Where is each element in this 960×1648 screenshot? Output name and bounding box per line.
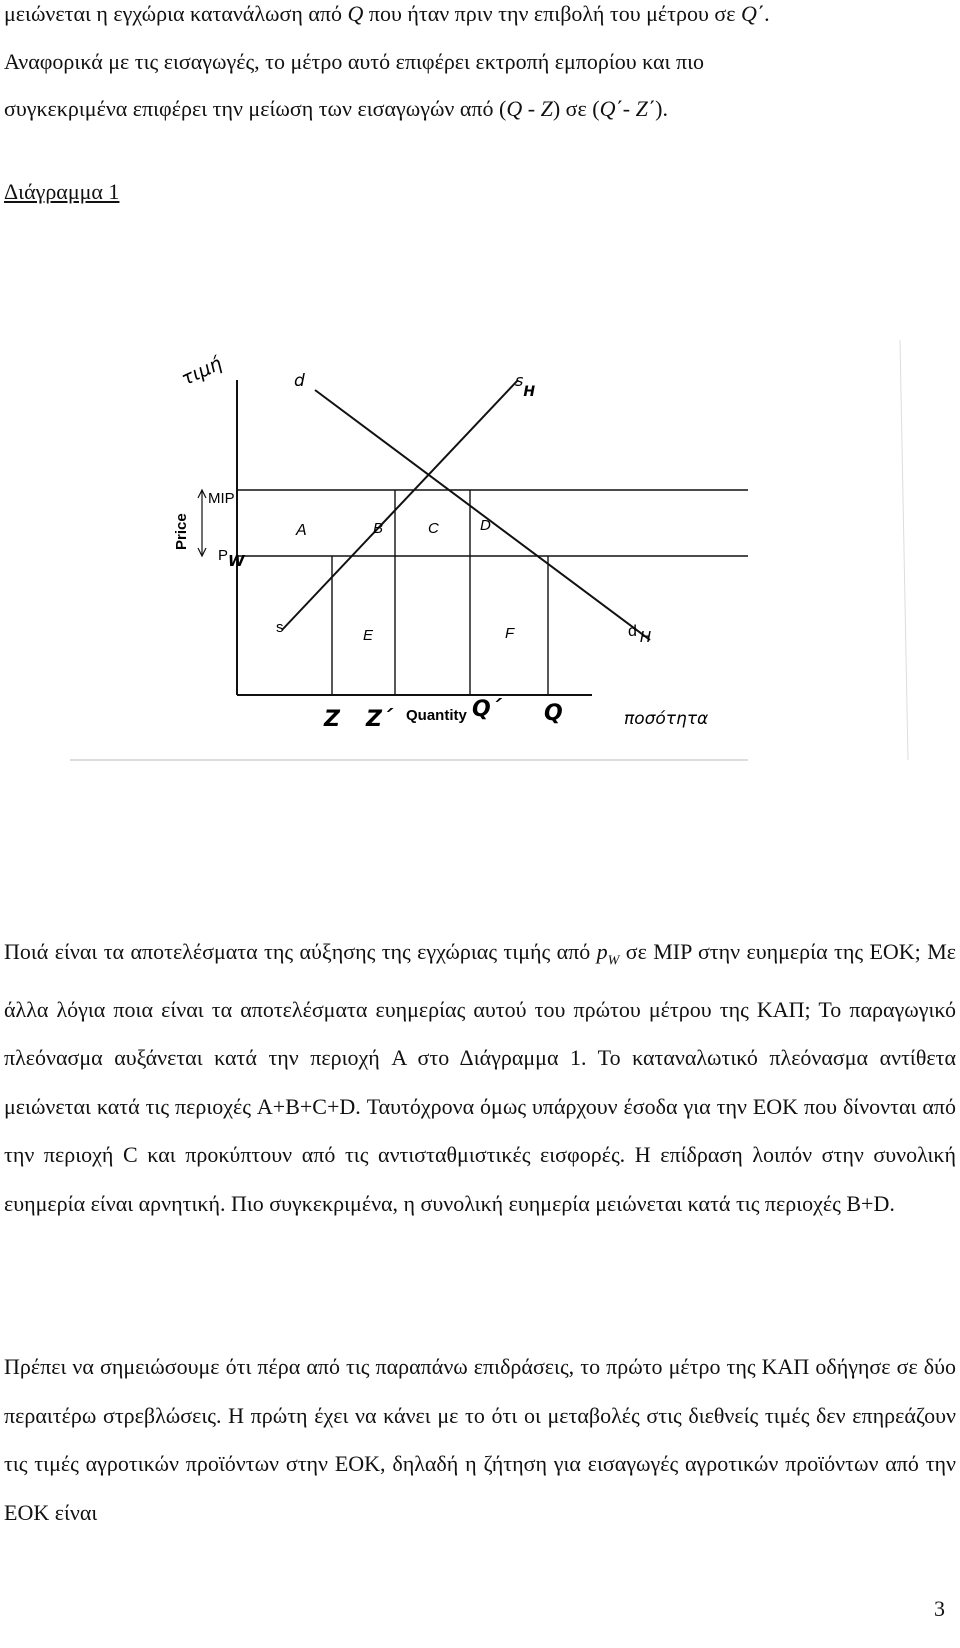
page-number: 3	[934, 1596, 945, 1621]
p-mid-b: σε MIP στην ευημερία της ΕΟΚ; Με άλλα λόγια ποια είναι τα αποτελέσματα ευημερίας αυτού του πρώτου μέτρου της ΚΑΠ; Το παραγωγικό πλεόνασμα αυξάνεται κατά την περιοχή A στο Διάγραμμα 1. Το καταναλωτικό πλεόνασμα αντίθετα μειώνεται κατά τις περιοχές A+B+C+D. Ταυτόχρονα όμως υπάρχουν έσοδα για την ΕΟΚ που δίνονται από την περιοχή C και προκύπτουν από τις αντισταθμιστικές εισφορές. Η επίδραση λοιπόν στην συνολική ευημερία είναι αρνητική. Πιο συγκεκριμένα, η συνολική ευημερία μειώνεται κατά τις περιοχές B+D.	[4, 939, 956, 1216]
p-top-line1-e: .	[764, 1, 770, 26]
paragraph-top	[4, 0, 956, 133]
pw-label-sub: W	[228, 552, 245, 570]
supply-bottom-label: s	[276, 619, 284, 636]
y-axis-label: Price	[173, 513, 190, 550]
x-z-label: Z	[324, 707, 340, 732]
p-top-line3-i: ).	[655, 96, 668, 121]
pw-label-main: P	[218, 547, 229, 564]
p-top-var-q: Q	[347, 1, 364, 26]
p-top-var-q-prime-2: Q΄	[599, 96, 623, 121]
p-top-var-q-prime: Q΄	[740, 1, 765, 26]
p-top-line3-a: συγκεκριμένα επιφέρει την μείωση των εισαγωγών από (	[4, 96, 507, 121]
area-d-label: D	[480, 517, 491, 534]
demand-curve	[315, 390, 650, 640]
p-top-var-q-2: Q	[506, 96, 523, 121]
p-top-line1-a: μειώνεται η εγχώρια κατανάλωση από	[4, 1, 348, 26]
demand-top-label: d	[294, 371, 305, 391]
supply-demand-diagram	[60, 340, 960, 800]
x-quantity-label: Quantity	[406, 707, 467, 724]
area-b-label: B	[373, 520, 384, 537]
area-a-label: A	[296, 522, 307, 539]
p-top-line1-c: που ήταν πριν την επιβολή του μέτρου σε	[363, 1, 741, 26]
area-c-label: C	[428, 520, 439, 537]
area-f-label: F	[505, 625, 515, 642]
area-e-label: E	[363, 627, 374, 644]
p-mid-pw-sub: W	[607, 953, 620, 969]
p-top-line2: Αναφορικά με τις εισαγωγές, το μέτρο αυτό επιφέρει εκτροπή εμπορίου και πιο	[4, 48, 705, 74]
p-top-line3-g: -	[622, 96, 636, 121]
p-mid-pw: p	[596, 939, 608, 964]
p-mid-a: Ποιά είναι τα αποτελέσματα της αύξησης της εγχώριας τιμής από	[4, 939, 597, 964]
mip-label: MIP	[208, 490, 235, 507]
x-z-prime-label: Z΄	[366, 707, 392, 732]
demand-bottom-sub: H	[639, 628, 652, 646]
supply-top-label	[515, 371, 535, 400]
pw-label	[218, 547, 246, 570]
x-axis-hand-label: ποσότητα	[624, 709, 709, 729]
supply-curve	[282, 380, 518, 630]
paragraph-distortions: Πρέπει να σημειώσουμε ότι πέρα από τις παραπάνω επιδράσεις, το πρώτο μέτρο της ΚΑΠ οδήγησε σε δύο περαιτέρω στρεβλώσεις. Η πρώτη έχει να κάνει με το ότι οι μεταβολές στις διεθνείς τιμές δεν επηρεάζουν τις τιμές αγροτικών προϊόντων στην ΕΟΚ, δηλαδή η ζήτηση για εισαγωγές αγροτικών προϊόντων από την ΕΟΚ είναι	[4, 1354, 956, 1525]
p-top-var-z-prime: Z΄	[635, 96, 656, 121]
supply-top-sub: H	[523, 384, 536, 400]
supply-top-main: s	[515, 371, 524, 390]
p-top-var-z: Z	[540, 96, 553, 121]
y-axis-hand-label: τιμή	[178, 352, 226, 391]
x-q-label: Q	[544, 701, 563, 726]
demand-bottom-label	[628, 623, 651, 646]
p-top-line3-e: ) σε (	[552, 96, 600, 121]
x-q-prime-label: Q΄	[472, 697, 501, 722]
paragraph-welfare	[4, 928, 956, 1228]
demand-bottom-main: d	[628, 623, 637, 640]
scan-edge-right	[900, 340, 908, 760]
figure-heading: Διάγραμμα 1	[4, 179, 120, 204]
p-top-line3-c: -	[522, 96, 541, 121]
